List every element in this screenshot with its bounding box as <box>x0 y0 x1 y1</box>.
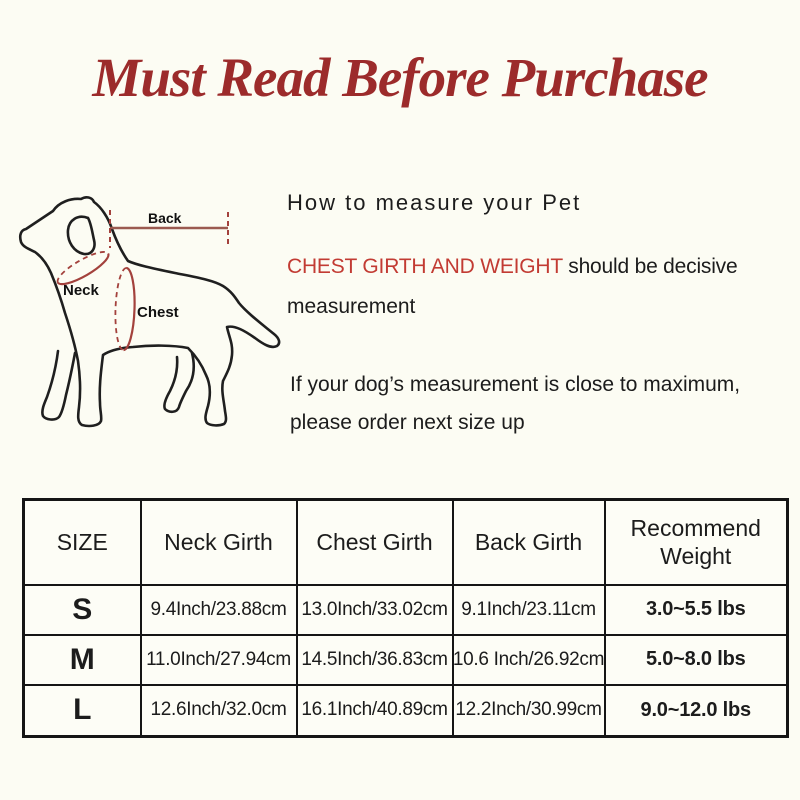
table-row-l <box>24 685 788 737</box>
header-recommend-weight: Recommend Weight <box>605 500 788 585</box>
l-recommend-weight: 9.0~12.0 lbs <box>605 685 788 737</box>
s-chest-girth-value: 13.0Inch/33.02cm <box>301 598 448 620</box>
header-neck-girth: Neck Girth <box>141 500 297 585</box>
size-l: L <box>24 685 141 737</box>
neck-measure-label: Neck <box>63 282 99 299</box>
header-chest-girth: Chest Girth <box>297 500 453 585</box>
highlight-suffix: should be decisive <box>562 255 738 278</box>
decisive-measurement-line2: measurement <box>287 295 416 318</box>
m-back-girth <box>453 635 605 685</box>
size-s: S <box>24 585 141 635</box>
page-title: Must Read Before Purchase <box>92 47 708 108</box>
chest-measure-ellipse <box>114 268 136 351</box>
l-neck-girth-value: 12.6Inch/32.0cm <box>150 699 287 721</box>
s-back-girth-value: 9.1Inch/23.11cm <box>461 598 596 620</box>
m-chest-girth <box>297 635 453 685</box>
l-chest-girth-value: 16.1Inch/40.89cm <box>301 699 448 721</box>
l-back-girth <box>453 685 605 737</box>
table-row-m <box>24 635 788 685</box>
m-chest-girth-value: 14.5Inch/36.83cm <box>301 648 448 670</box>
table-header-row <box>24 500 788 585</box>
s-neck-girth-value: 9.4Inch/23.88cm <box>150 598 287 620</box>
s-chest-girth <box>297 585 453 635</box>
highlight-chest-girth-weight: CHEST GIRTH AND WEIGHT <box>287 255 563 278</box>
s-recommend-weight: 3.0~5.5 lbs <box>605 585 788 635</box>
m-neck-girth-value: 11.0Inch/27.94cm <box>146 648 291 670</box>
back-measure-label: Back <box>148 210 182 226</box>
table-row-s <box>24 585 788 635</box>
l-chest-girth <box>297 685 453 737</box>
size-up-note-line2: please order next size up <box>290 411 525 434</box>
m-back-girth-value: 10.6 Inch/26.92cm <box>452 648 605 670</box>
size-up-note-line1: If your dog’s measurement is close to maximum, <box>290 373 741 396</box>
header-size: SIZE <box>24 500 141 585</box>
m-recommend-weight: 5.0~8.0 lbs <box>605 635 788 685</box>
howto-heading: How to measure your Pet <box>287 190 582 215</box>
chest-measure-label: Chest <box>137 304 179 321</box>
m-neck-girth <box>141 635 297 685</box>
l-neck-girth <box>141 685 297 737</box>
dog-outline-illustration <box>15 185 305 475</box>
size-chart-table <box>22 498 789 738</box>
size-m: M <box>24 635 141 685</box>
dog-measurement-diagram <box>15 185 305 475</box>
l-back-girth-value: 12.2Inch/30.99cm <box>455 699 602 721</box>
header-back-girth: Back Girth <box>453 500 605 585</box>
decisive-measurement-line <box>287 252 737 282</box>
s-back-girth <box>453 585 605 635</box>
s-neck-girth <box>141 585 297 635</box>
